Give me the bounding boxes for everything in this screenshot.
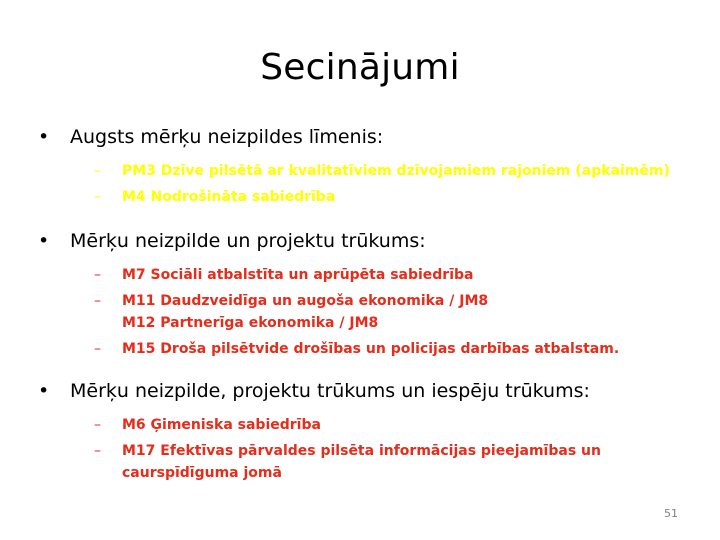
- sub-item: [94, 264, 696, 286]
- sub-item-text: M4 Nodrošināta sabiedrība: [122, 189, 336, 205]
- bullet-item: [36, 228, 696, 254]
- sub-item: [94, 290, 696, 334]
- sub-item-text: PM3 Dzīve pilsētā ar kvalitatīviem dzīvojamiem rajoniem (apkaimēm): [122, 163, 670, 179]
- bullet-marker: •: [38, 126, 50, 148]
- dash-marker: –: [94, 443, 101, 459]
- bullet-marker: •: [38, 230, 50, 252]
- sub-item-text: M15 Droša pilsētvide drošības un policijas darbības atbalstam.: [122, 341, 620, 357]
- dash-marker: –: [94, 417, 101, 433]
- dash-marker: –: [94, 293, 101, 309]
- bullet-text: Augsts mērķu neizpildes līmenis:: [70, 126, 384, 148]
- sub-item-text: M17 Efektīvas pārvaldes pilsēta informācijas pieejamības un: [122, 443, 601, 459]
- dash-marker: –: [94, 267, 101, 283]
- sub-list: [94, 160, 696, 208]
- sub-list: [94, 264, 696, 360]
- sub-item: [94, 186, 696, 208]
- dash-marker: –: [94, 341, 101, 357]
- sub-item-text: M7 Sociāli atbalstīta un aprūpēta sabiedrība: [122, 267, 474, 283]
- sub-list: [94, 414, 696, 484]
- sub-item: [94, 338, 696, 360]
- bullet-item: [36, 124, 696, 150]
- sub-item-text: caurspīdīguma jomā: [122, 465, 282, 481]
- sub-item: [94, 440, 696, 484]
- content-area: [36, 124, 696, 488]
- page-number: 51: [664, 507, 678, 520]
- slide-title: Secinājumi: [260, 47, 460, 88]
- sub-item-text: M12 Partnerīga ekonomika / JM8: [122, 315, 379, 331]
- dash-marker: –: [94, 189, 101, 205]
- dash-marker: –: [94, 163, 101, 179]
- sub-item-text: M6 Ģimeniska sabiedrība: [122, 417, 321, 433]
- sub-item: [94, 160, 696, 182]
- bullet-text: Mērķu neizpilde, projektu trūkums un iespēju trūkums:: [70, 380, 590, 402]
- bullet-text: Mērķu neizpilde un projektu trūkums:: [70, 230, 426, 252]
- bullet-item: [36, 378, 696, 404]
- sub-item-text: M11 Daudzveidīga un augoša ekonomika / JM8: [122, 293, 489, 309]
- bullet-marker: •: [38, 380, 50, 402]
- sub-item: [94, 414, 696, 436]
